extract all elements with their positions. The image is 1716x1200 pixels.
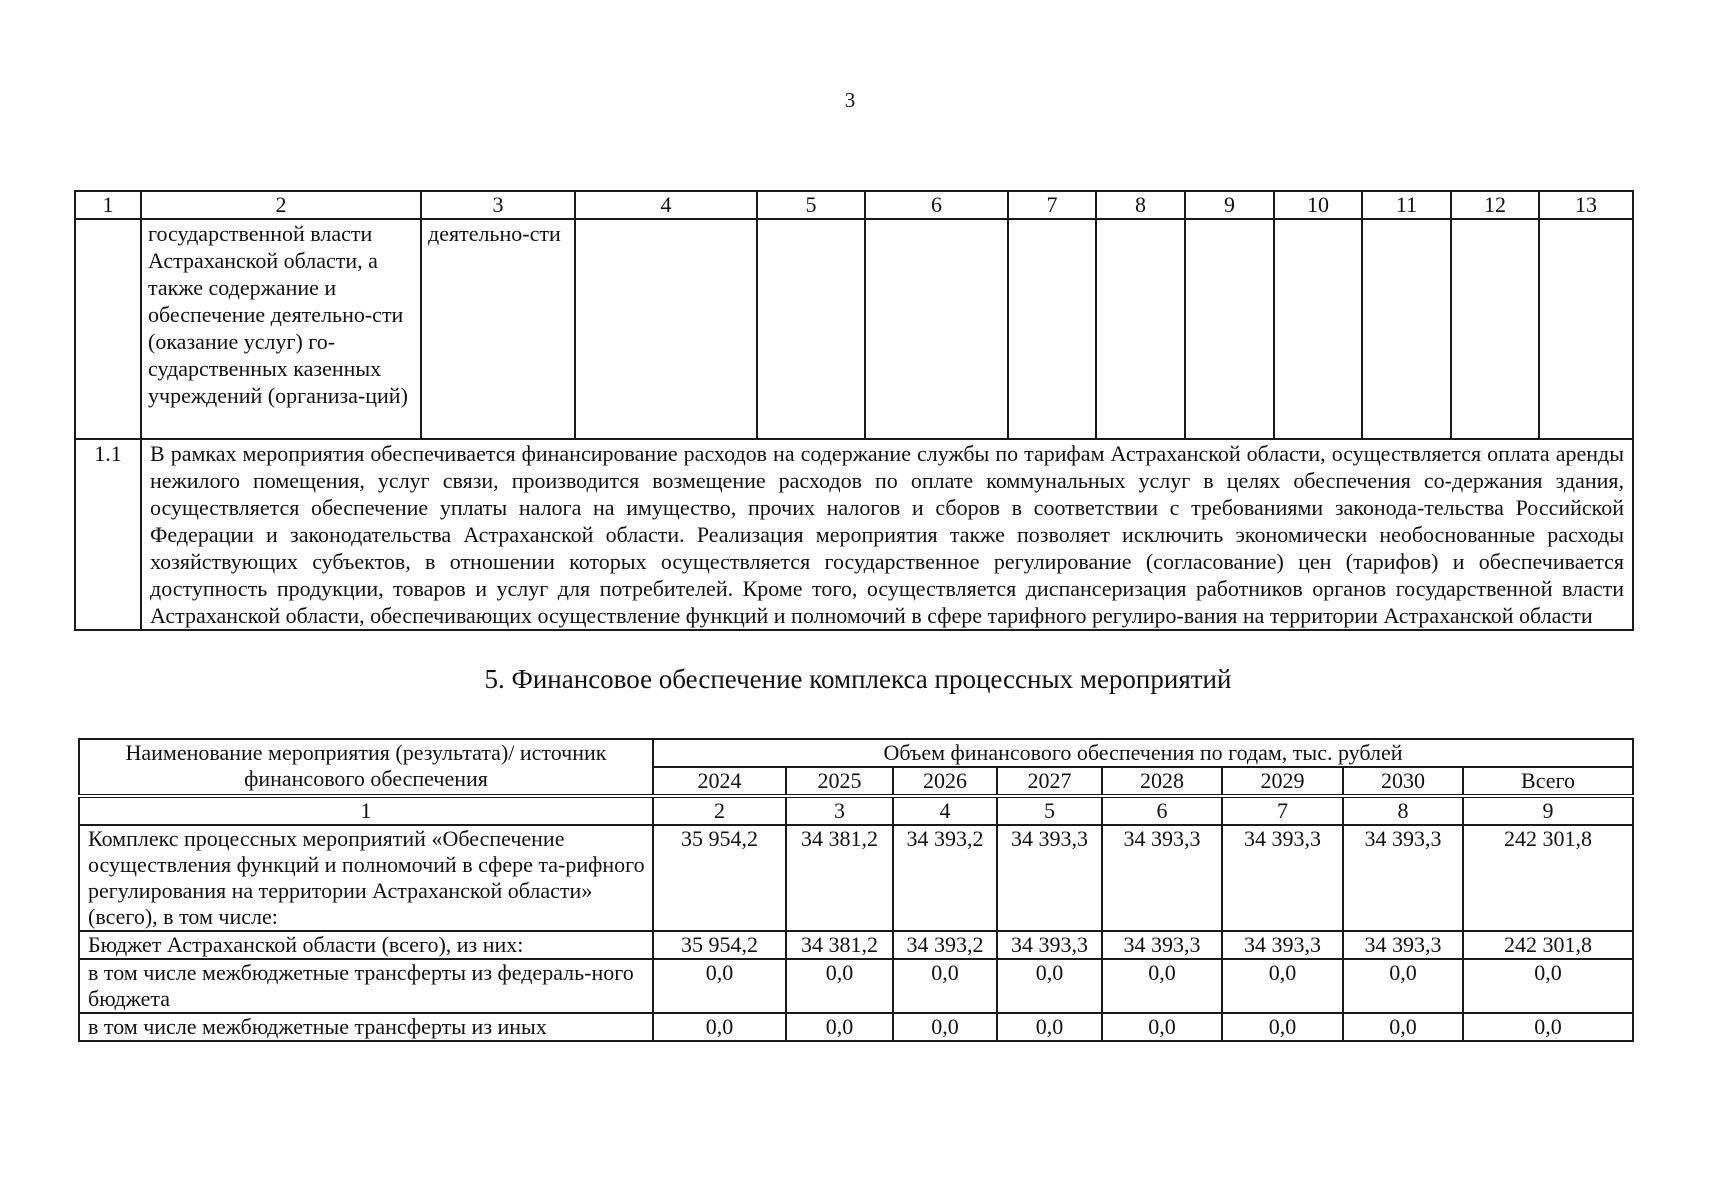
column-number-row — [75, 191, 1633, 219]
column-number: 11 — [1362, 191, 1451, 219]
empty-cell — [1362, 219, 1451, 439]
item-number: 1.1 — [75, 439, 141, 630]
column-number: 5 — [757, 191, 865, 219]
table-row — [79, 959, 1633, 1013]
column-number: 1 — [79, 796, 653, 825]
value-cell: 0,0 — [1222, 959, 1343, 1013]
value-cell: 0,0 — [786, 959, 893, 1013]
column-number: 2 — [653, 796, 786, 825]
column-number: 8 — [1343, 796, 1463, 825]
activity-type-cell: деятельно-сти — [421, 219, 575, 439]
empty-cell — [757, 219, 865, 439]
empty-cell — [1274, 219, 1362, 439]
activity-name-cell: государственной власти Астраханской области, а также содержание и обеспечение деятельно-сти (оказание услуг) го-сударственных казенных учреждений (организа-ций) — [141, 219, 421, 439]
table-row — [79, 931, 1633, 959]
empty-cell — [865, 219, 1008, 439]
value-cell: 34 393,3 — [1343, 931, 1463, 959]
year-header: 2028 — [1102, 767, 1222, 796]
value-cell: 34 381,2 — [786, 931, 893, 959]
column-number: 7 — [1222, 796, 1343, 825]
value-cell: 0,0 — [997, 1013, 1102, 1041]
year-header: 2029 — [1222, 767, 1343, 796]
column-number: 6 — [865, 191, 1008, 219]
row-name: Комплекс процессных мероприятий «Обеспечение осуществления функций и полномочий в сфере та-рифного регулирования на территории Астраханской области» (всего), в том числе: — [79, 825, 653, 931]
value-cell: 0,0 — [1343, 1013, 1463, 1041]
column-number: 3 — [421, 191, 575, 219]
total-cell: 242 301,8 — [1463, 825, 1633, 931]
value-cell: 0,0 — [786, 1013, 893, 1041]
column-number: 4 — [575, 191, 757, 219]
total-cell: 0,0 — [1463, 959, 1633, 1013]
empty-cell — [1539, 219, 1633, 439]
empty-cell — [1008, 219, 1096, 439]
column-number: 4 — [893, 796, 997, 825]
table-row — [79, 825, 1633, 931]
value-cell: 34 393,2 — [893, 931, 997, 959]
column-number-row — [79, 796, 1633, 825]
financing-table — [78, 738, 1634, 1042]
value-cell: 0,0 — [653, 1013, 786, 1041]
total-cell: 242 301,8 — [1463, 931, 1633, 959]
year-header: 2024 — [653, 767, 786, 796]
value-cell: 34 393,3 — [997, 931, 1102, 959]
value-cell: 0,0 — [653, 959, 786, 1013]
column-number: 3 — [786, 796, 893, 825]
section-title: 5. Финансовое обеспечение комплекса процессных мероприятий — [484, 664, 1232, 694]
row-name: в том числе межбюджетные трансферты из федераль-ного бюджета — [79, 959, 653, 1013]
value-cell: 0,0 — [893, 1013, 997, 1041]
value-cell: 35 954,2 — [653, 931, 786, 959]
total-cell: 0,0 — [1463, 1013, 1633, 1041]
year-header: 2027 — [997, 767, 1102, 796]
table-row — [79, 1013, 1633, 1041]
value-cell: 34 393,3 — [1102, 931, 1222, 959]
column-number: 13 — [1539, 191, 1633, 219]
description-row — [75, 439, 1633, 630]
column-number: 8 — [1096, 191, 1185, 219]
value-cell: 34 381,2 — [786, 825, 893, 931]
empty-cell — [75, 219, 141, 439]
year-header: 2030 — [1343, 767, 1463, 796]
value-cell: 0,0 — [1222, 1013, 1343, 1041]
value-cell: 35 954,2 — [653, 825, 786, 931]
value-cell: 34 393,2 — [893, 825, 997, 931]
column-number: 9 — [1463, 796, 1633, 825]
value-cell: 34 393,3 — [1343, 825, 1463, 931]
row-name: в том числе межбюджетные трансферты из иных — [79, 1013, 653, 1041]
value-cell: 34 393,3 — [1222, 825, 1343, 931]
year-header: 2026 — [893, 767, 997, 796]
value-cell: 34 393,3 — [997, 825, 1102, 931]
column-number: 1 — [75, 191, 141, 219]
header-row — [79, 739, 1633, 767]
item-description: В рамках мероприятия обеспечивается финансирование расходов на содержание службы по тарифам Астраханской области, осуществляется оплата аренды нежилого помещения, услуг связи, производится возмещение расходов по оплате коммунальных услуг в целях обеспечения со-держания здания, осуществляется обеспечение уплаты налога на имущество, прочих налогов и сборов в соответствии с требованиями законода-тельства Российской Федерации и законодательства Астраханской области. Реализация мероприятия также позволяет исключить экономически необоснованные расходы хозяйствующих субъектов, в отношении которых осуществляется государственное регулирование (согласование) цен (тарифов) и обеспечивается доступность продукции, товаров и услуг для потребителей. Кроме того, осуществляется диспансеризация работников органов государственной власти Астраханской области, обеспечивающих осуществление функций и полномочий в сфере тарифного регулиро-вания на территории Астраханской области — [141, 439, 1633, 630]
volume-header: Объем финансового обеспечения по годам, тыс. рублей — [653, 739, 1633, 767]
column-number: 9 — [1185, 191, 1274, 219]
column-number: 5 — [997, 796, 1102, 825]
empty-cell — [1451, 219, 1539, 439]
column-number: 7 — [1008, 191, 1096, 219]
row-name: Бюджет Астраханской области (всего), из них: — [79, 931, 653, 959]
column-number: 10 — [1274, 191, 1362, 219]
year-header: 2025 — [786, 767, 893, 796]
empty-cell — [1096, 219, 1185, 439]
activities-table — [74, 190, 1634, 631]
value-cell: 0,0 — [997, 959, 1102, 1013]
total-header: Всего — [1463, 767, 1633, 796]
name-header: Наименование мероприятия (результата)/ источник финансового обеспечения — [79, 739, 653, 796]
column-number: 6 — [1102, 796, 1222, 825]
value-cell: 34 393,3 — [1222, 931, 1343, 959]
column-number: 2 — [141, 191, 421, 219]
column-number: 12 — [1451, 191, 1539, 219]
value-cell: 0,0 — [893, 959, 997, 1013]
continued-row — [75, 219, 1633, 439]
empty-cell — [1185, 219, 1274, 439]
empty-cell — [575, 219, 757, 439]
value-cell: 0,0 — [1102, 1013, 1222, 1041]
page-number: 3 — [844, 88, 856, 112]
value-cell: 0,0 — [1343, 959, 1463, 1013]
value-cell: 34 393,3 — [1102, 825, 1222, 931]
value-cell: 0,0 — [1102, 959, 1222, 1013]
